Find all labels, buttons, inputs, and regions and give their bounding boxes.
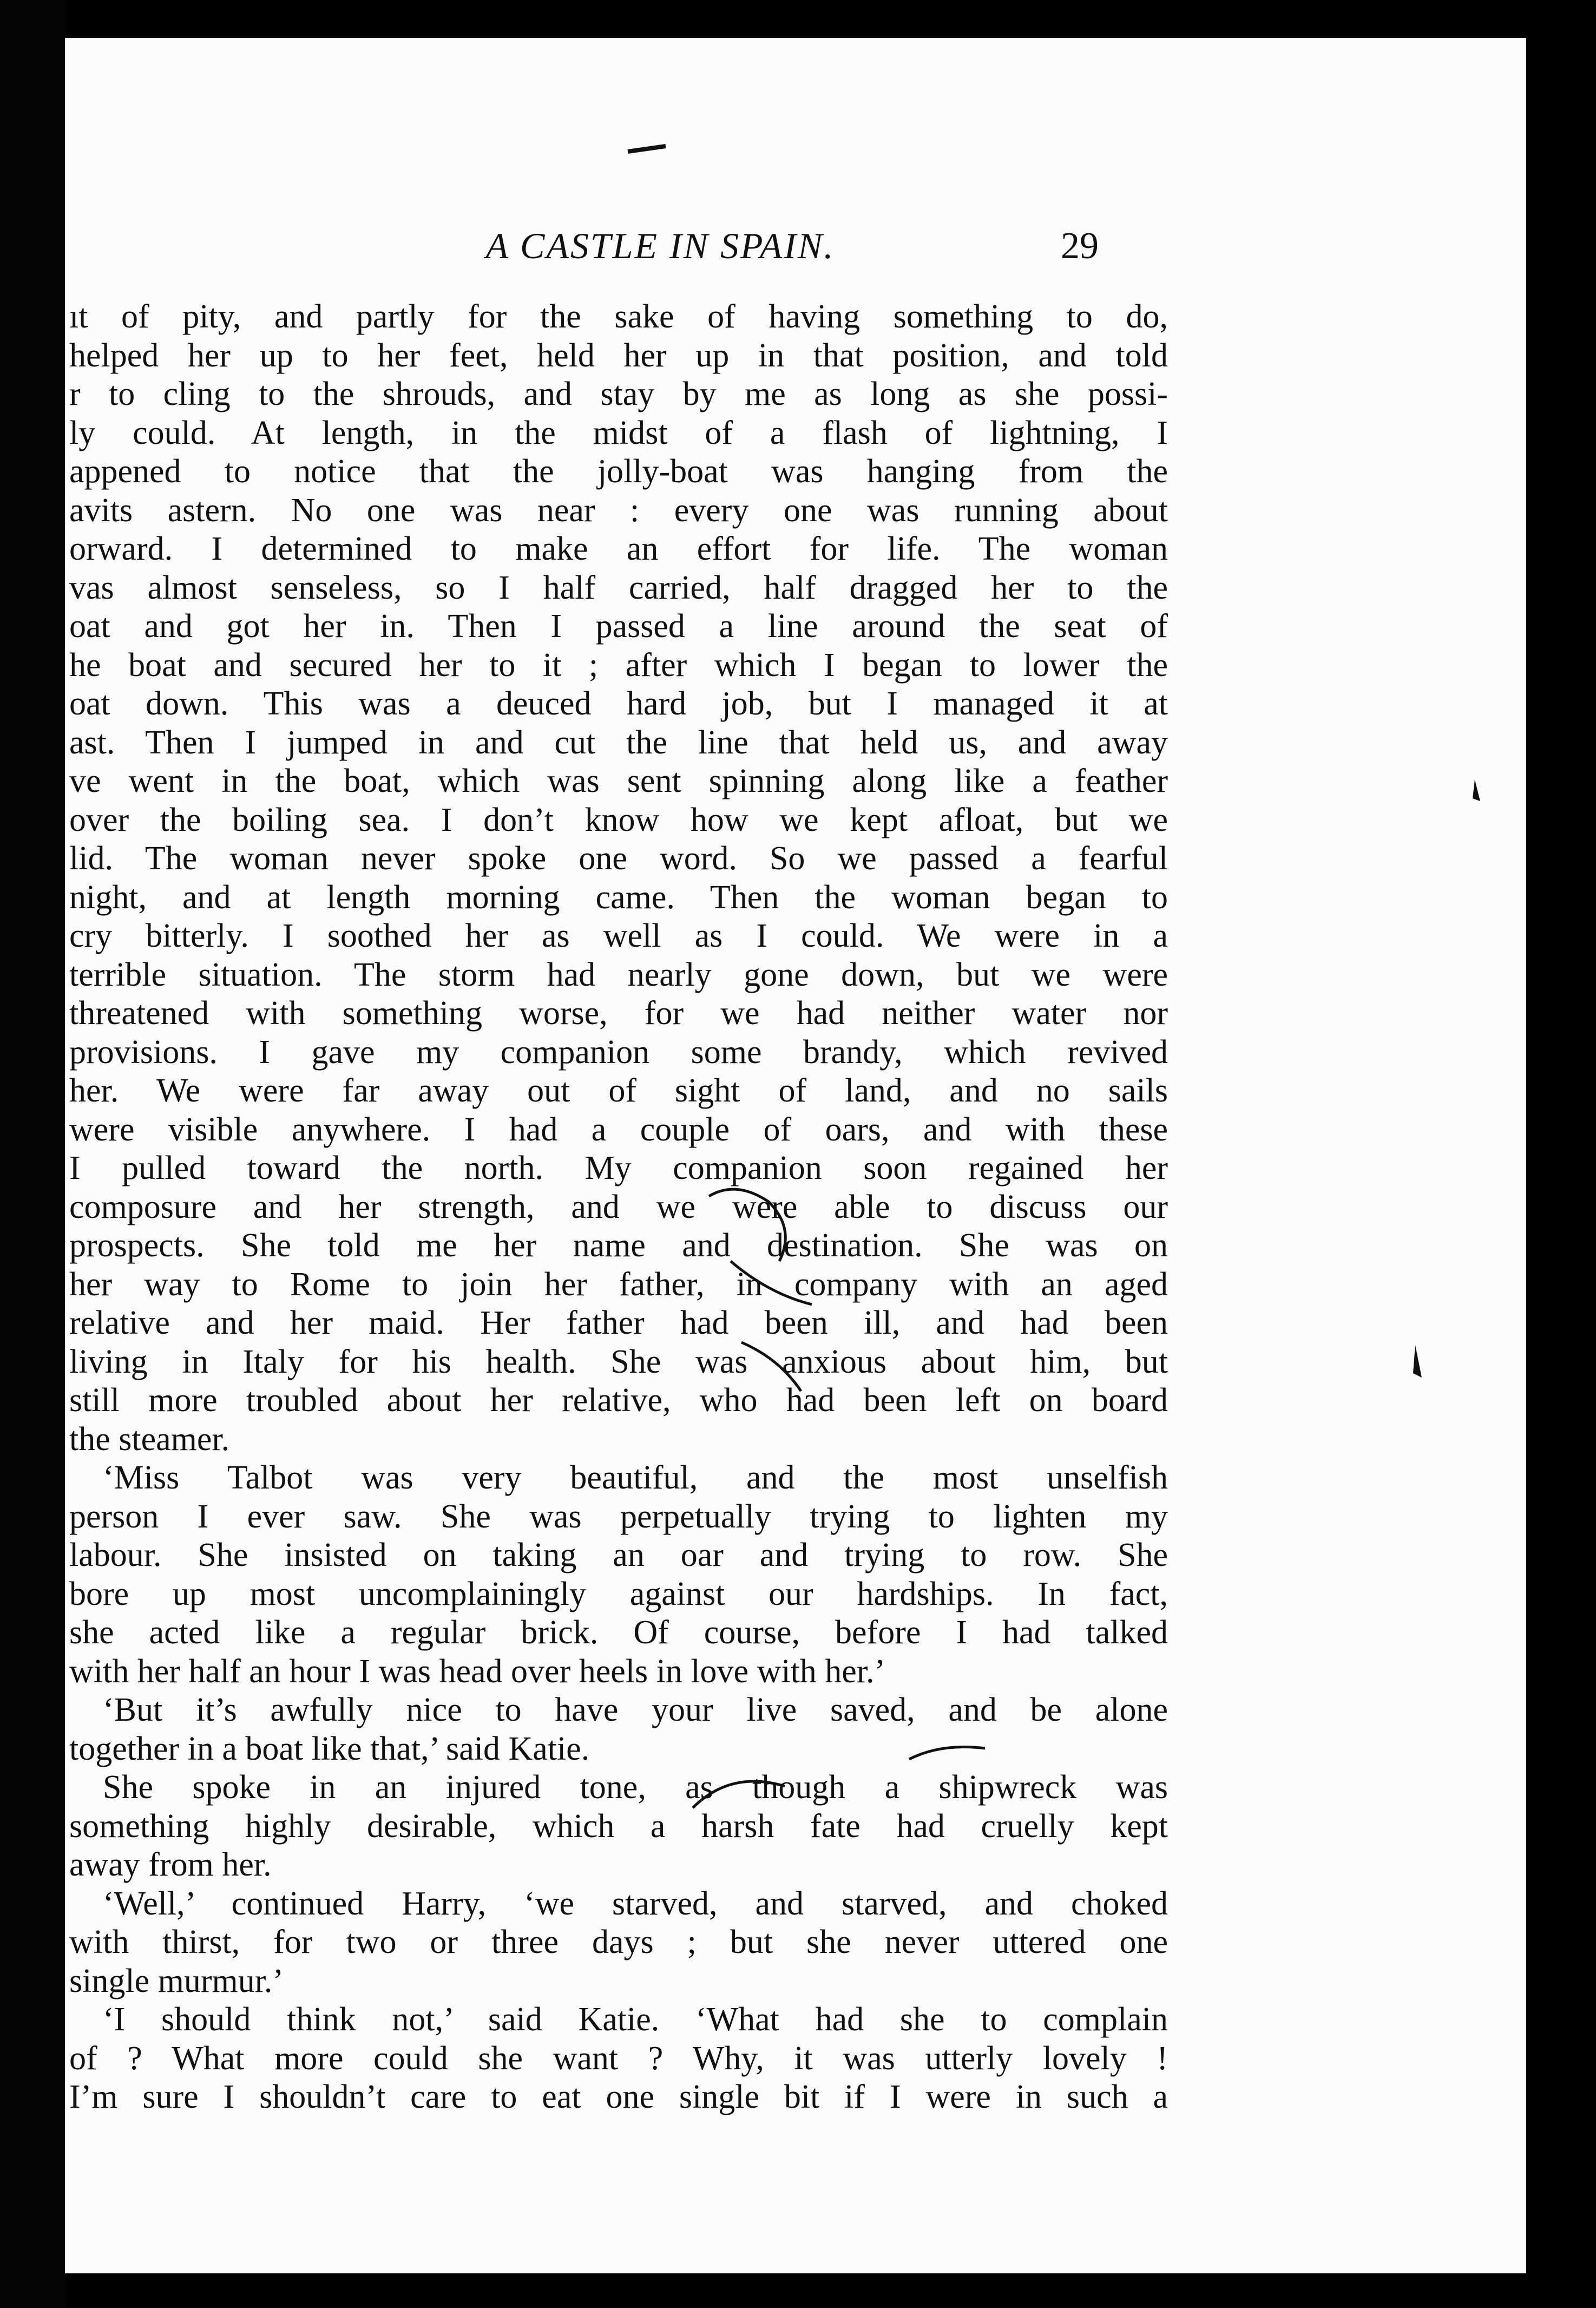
text-line: the steamer.: [69, 1420, 230, 1458]
text-line: relative and her maid. Her father had been ill, and had been: [69, 1304, 1168, 1341]
text-line: away from her.: [69, 1846, 272, 1883]
text-line: vas almost senseless, so I half carried, half dragged her to the: [69, 569, 1168, 606]
text-line: she acted like a regular brick. Of course, before I had talked: [69, 1614, 1168, 1651]
text-line: provisions. I gave my companion some brandy, which revived: [69, 1033, 1168, 1071]
text-line: I pulled toward the north. My companion soon regained her: [69, 1150, 1168, 1186]
text-line: avits astern. No one was near : every one was running about: [69, 491, 1168, 529]
text-line: night, and at length morning came. Then the woman began to: [69, 878, 1168, 916]
text-line: terrible situation. The storm had nearly gone down, but we were: [69, 956, 1168, 993]
text-line: her way to Rome to join her father, in company with an aged: [69, 1266, 1168, 1303]
text-line: r to cling to the shrouds, and stay by me as long as she possi-: [69, 376, 1168, 412]
text-line: helped her up to her feet, held her up in that position, and told: [69, 337, 1168, 374]
book-page: [65, 38, 1526, 2273]
text-line: something highly desirable, which a harsh fate had cruelly kept: [69, 1807, 1168, 1845]
text-line: She spoke in an injured tone, as though a shipwreck was: [103, 1769, 1168, 1806]
body-text: [69, 298, 1168, 2117]
ink-blot: [1413, 1345, 1422, 1378]
text-line: her. We were far away out of sight of land, and no sails: [69, 1072, 1168, 1109]
page-header: [65, 225, 1526, 284]
page-number: 29: [1061, 225, 1099, 267]
running-title: A CASTLE IN SPAIN.: [485, 225, 835, 266]
text-line: composure and her strength, and we were able to discuss our: [69, 1188, 1168, 1225]
text-line: person I ever saw. She was perpetually trying to lighten my: [69, 1498, 1168, 1535]
ink-blot: [1473, 779, 1480, 801]
text-line: single murmur.’: [69, 1962, 284, 1999]
text-line: bore up most uncomplainingly against our hardships. In fact,: [69, 1575, 1168, 1612]
text-line: labour. She insisted on taking an oar and trying to row. She: [69, 1537, 1168, 1573]
text-line: with thirst, for two or three days ; but she never uttered one: [69, 1924, 1168, 1961]
text-line: ‘But it’s awfully nice to have your live saved, and be alone: [103, 1691, 1168, 1728]
text-line: were visible anywhere. I had a couple of oars, and with these: [69, 1111, 1168, 1148]
text-line: ve went in the boat, which was sent spinning along like a feather: [69, 763, 1168, 799]
text-line: of ? What more could she want ? Why, it was utterly lovely !: [69, 2040, 1168, 2077]
text-line: ‘Miss Talbot was very beautiful, and the most unselfish: [103, 1459, 1168, 1496]
text-line: living in Italy for his health. She was anxious about him, but: [69, 1343, 1168, 1380]
text-line: with her half an hour I was head over heels in love with her.’: [69, 1653, 886, 1690]
text-line: together in a boat like that,’ said Katie.: [69, 1730, 590, 1767]
text-line: ast. Then I jumped in and cut the line that held us, and away: [69, 724, 1168, 761]
pencil-stroke: [628, 146, 666, 152]
text-line: ıt of pity, and partly for the sake of having something to do,: [69, 298, 1168, 335]
text-line: threatened with something worse, for we had neither water nor: [69, 995, 1168, 1032]
text-line: oat and got her in. Then I passed a line around the seat of: [69, 608, 1168, 645]
text-line: ‘Well,’ continued Harry, ‘we starved, and starved, and choked: [103, 1885, 1168, 1922]
text-line: oat down. This was a deuced hard job, but I managed it at: [69, 685, 1168, 722]
text-line: lid. The woman never spoke one word. So we passed a fearful: [69, 840, 1168, 877]
text-line: over the boiling sea. I don’t know how we kept afloat, but we: [69, 801, 1168, 838]
text-line: ly could. At length, in the midst of a flash of lightning, I: [69, 414, 1168, 451]
text-line: cry bitterly. I soothed her as well as I could. We were in a: [69, 917, 1168, 954]
text-line: appened to notice that the jolly-boat was hanging from the: [69, 453, 1168, 490]
text-line: he boat and secured her to it ; after which I began to lower the: [69, 646, 1168, 684]
text-line: orward. I determined to make an effort for life. The woman: [69, 530, 1168, 567]
text-line: I’m sure I shouldn’t care to eat one single bit if I were in such a: [69, 2078, 1168, 2115]
scan-left-edge: [0, 0, 66, 2308]
text-line: still more troubled about her relative, who had been left on board: [69, 1382, 1168, 1419]
text-line: ‘I should think not,’ said Katie. ‘What had she to complain: [103, 2001, 1168, 2038]
text-line: prospects. She told me her name and destination. She was on: [69, 1227, 1168, 1264]
